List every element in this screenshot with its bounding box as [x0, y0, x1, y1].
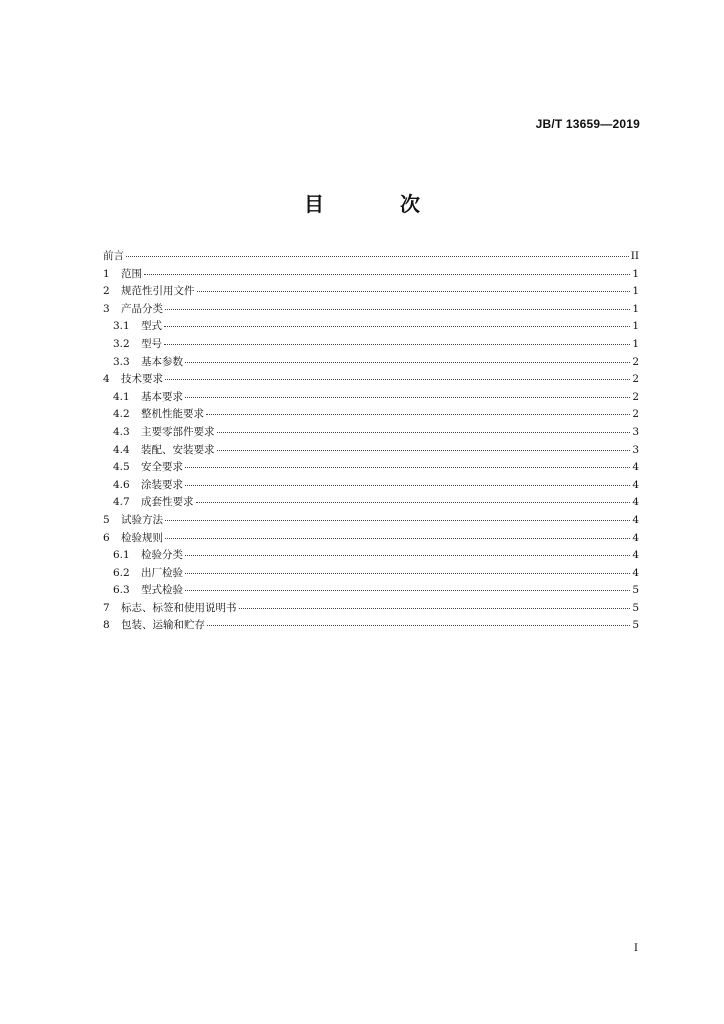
toc-entry-page: 5: [632, 584, 639, 597]
toc-entry-label: 标志、标签和使用说明书: [121, 601, 237, 614]
toc-dot-leader: [164, 326, 630, 327]
toc-entry-label: 基本参数: [141, 355, 183, 368]
toc-entry-page: 1: [632, 337, 639, 350]
toc-entry[interactable]: [103, 266, 639, 284]
toc-entry-page: 5: [632, 619, 639, 632]
toc-entry-page: 3: [632, 425, 639, 438]
toc-dot-leader: [206, 414, 630, 415]
toc-dot-leader: [165, 538, 630, 539]
toc-entry-number: 2: [103, 285, 110, 298]
toc-entry-label: 检验规则: [121, 531, 163, 544]
toc-dot-leader: [217, 432, 631, 433]
toc-entry-page: 4: [632, 461, 639, 474]
toc-entry[interactable]: [103, 318, 639, 336]
toc-entry[interactable]: [103, 547, 639, 565]
toc-entry[interactable]: [103, 565, 639, 583]
toc-dot-leader: [207, 625, 630, 626]
toc-entry-number: 3: [103, 302, 110, 315]
toc-entry[interactable]: [103, 389, 639, 407]
toc-entry-number: 4.1: [113, 390, 130, 403]
toc-entry-label: 产品分类: [121, 302, 163, 315]
toc-entry[interactable]: [103, 406, 639, 424]
toc-entry-page: 4: [632, 478, 639, 491]
toc-dot-leader: [185, 397, 630, 398]
toc-entry-page: 1: [632, 267, 639, 280]
toc-dot-leader: [197, 291, 631, 292]
toc-entry-number: 6: [103, 531, 110, 544]
toc-entry-page: 1: [632, 285, 639, 298]
toc-entry[interactable]: [103, 424, 639, 442]
toc-entry[interactable]: [103, 442, 639, 460]
toc-entry-label: 主要零部件要求: [141, 425, 215, 438]
toc-dot-leader: [126, 256, 629, 257]
toc-entry-page: 2: [632, 408, 639, 421]
toc-entry-number: 8: [103, 619, 110, 632]
toc-entry-number: 1: [103, 267, 110, 280]
toc-entry-number: 6.3: [113, 584, 130, 597]
toc-dot-leader: [144, 274, 630, 275]
toc-entry-label: 型式检验: [141, 584, 183, 597]
toc-title: 目 次: [304, 192, 448, 216]
toc-entry-label: 涂装要求: [141, 478, 183, 491]
toc-entry-number: 4.4: [113, 443, 130, 456]
toc-entry-number: 3.2: [113, 337, 130, 350]
toc-entry-label: 出厂检验: [141, 566, 183, 579]
toc-dot-leader: [165, 520, 630, 521]
toc-dot-leader: [165, 379, 630, 380]
toc-dot-leader: [185, 573, 630, 574]
toc-dot-leader: [165, 309, 630, 310]
toc-entry[interactable]: [103, 248, 639, 266]
toc-entry-page: 2: [632, 373, 639, 386]
toc-entry-page: 2: [632, 355, 639, 368]
toc-entry[interactable]: [103, 336, 639, 354]
toc-entry-label: 范围: [121, 267, 142, 280]
toc-dot-leader: [185, 555, 630, 556]
toc-dot-leader: [185, 485, 630, 486]
toc-entry[interactable]: [103, 617, 639, 635]
toc-entry-label: 技术要求: [121, 373, 163, 386]
toc-dot-leader: [239, 608, 631, 609]
toc-entry-label: 前言: [103, 250, 124, 262]
toc-entry[interactable]: [103, 371, 639, 389]
toc-entry[interactable]: [103, 459, 639, 477]
toc-entry-page: 5: [632, 601, 639, 614]
page-number: I: [633, 942, 638, 954]
toc-entry-number: 6.1: [113, 549, 130, 562]
toc-entry-label: 成套性要求: [141, 496, 194, 509]
toc-entry-number: 6.2: [113, 566, 130, 579]
toc-entry-label: 整机性能要求: [141, 408, 204, 421]
toc-entry[interactable]: [103, 354, 639, 372]
toc-dot-leader: [185, 467, 630, 468]
toc-entry-number: 3.1: [113, 320, 130, 333]
toc-entry[interactable]: [103, 530, 639, 548]
toc-entry-number: 7: [103, 601, 110, 614]
toc-entry[interactable]: [103, 512, 639, 530]
toc-entry[interactable]: [103, 582, 639, 600]
toc-entry-number: 4: [103, 373, 110, 386]
toc-entry[interactable]: [103, 477, 639, 495]
toc-entry[interactable]: [103, 494, 639, 512]
toc-dot-leader: [217, 450, 631, 451]
toc-entry[interactable]: [103, 600, 639, 618]
toc-entry-number: 4.7: [113, 496, 130, 509]
toc-entry-page: 2: [632, 390, 639, 403]
toc-entry-label: 包装、运输和贮存: [121, 619, 205, 632]
document-id: JB/T 13659—2019: [535, 117, 640, 131]
toc-entry[interactable]: [103, 283, 639, 301]
toc-entry-label: 安全要求: [141, 461, 183, 474]
toc-entry-page: 4: [632, 549, 639, 562]
toc-entry-label: 检验分类: [141, 549, 183, 562]
toc-entry-page: 1: [632, 320, 639, 333]
toc-dot-leader: [185, 362, 630, 363]
toc-entry-page: 4: [632, 513, 639, 526]
toc-dot-leader: [185, 590, 630, 591]
toc-entry-page: 4: [632, 496, 639, 509]
toc-entry-label: 试验方法: [121, 513, 163, 526]
toc-entry-page: 1: [632, 302, 639, 315]
toc-entry-page: 4: [632, 531, 639, 544]
toc-entry-label: 规范性引用文件: [121, 285, 195, 298]
toc-dot-leader: [196, 502, 631, 503]
toc-entry-page: II: [630, 250, 639, 262]
toc-entry-label: 型号: [141, 337, 162, 350]
toc-entry-label: 型式: [141, 320, 162, 333]
toc-entry-page: 4: [632, 566, 639, 579]
table-of-contents: [103, 248, 639, 635]
toc-dot-leader: [164, 344, 630, 345]
toc-entry-number: 5: [103, 513, 110, 526]
toc-entry-page: 3: [632, 443, 639, 456]
toc-entry-label: 装配、安装要求: [141, 443, 215, 456]
toc-entry-label: 基本要求: [141, 390, 183, 403]
toc-entry[interactable]: [103, 301, 639, 319]
toc-entry-number: 4.3: [113, 425, 130, 438]
toc-entry-number: 4.6: [113, 478, 130, 491]
toc-entry-number: 3.3: [113, 355, 130, 368]
toc-entry-number: 4.2: [113, 408, 130, 421]
toc-entry-number: 4.5: [113, 461, 130, 474]
